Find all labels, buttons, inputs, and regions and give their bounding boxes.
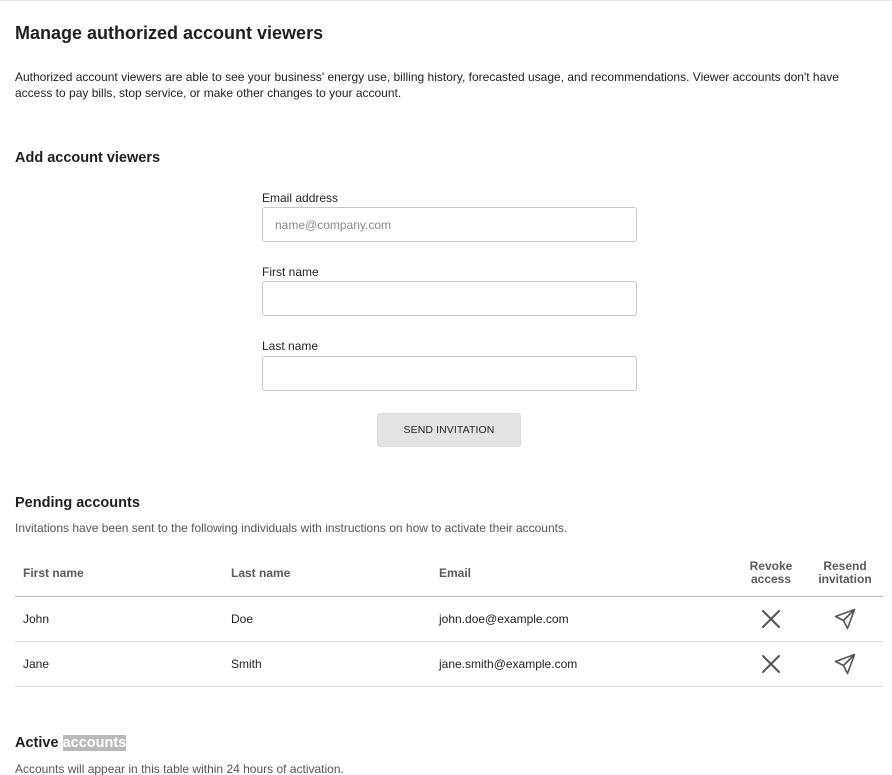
send-paper-plane-icon (833, 652, 857, 676)
first-name-field[interactable] (262, 281, 637, 316)
cell-last-name: Smith (231, 657, 262, 671)
cell-email: jane.smith@example.com (439, 657, 578, 671)
revoke-header-line1: Revoke (749, 559, 793, 573)
send-paper-plane-icon (833, 607, 857, 631)
active-heading-part2-highlighted: accounts (62, 735, 127, 751)
email-field[interactable] (262, 207, 637, 242)
table-row (15, 642, 883, 687)
column-header-first-name: First name (23, 566, 84, 580)
column-header-last-name: Last name (231, 566, 291, 580)
close-x-icon (759, 652, 783, 676)
pending-table (15, 552, 883, 687)
active-heading (15, 735, 126, 751)
pending-heading: Pending accounts (15, 495, 140, 511)
resend-header-line2: invitation (818, 572, 872, 586)
revoke-access-button[interactable] (759, 652, 783, 676)
resend-invitation-button[interactable] (833, 652, 857, 676)
last-name-field[interactable] (262, 356, 637, 391)
email-label: Email address (262, 191, 339, 205)
column-header-revoke-access (736, 560, 806, 586)
revoke-access-button[interactable] (759, 607, 783, 631)
revoke-header-line2: access (750, 572, 792, 586)
table-header (15, 552, 883, 597)
add-viewers-heading: Add account viewers (15, 150, 161, 166)
column-header-email: Email (439, 566, 472, 580)
last-name-label: Last name (262, 339, 319, 353)
cell-last-name: Doe (231, 612, 254, 626)
cell-first-name: Jane (23, 657, 50, 671)
active-description: Accounts will appear in this table within 24 hours of activation. (15, 762, 344, 775)
table-row (15, 597, 883, 642)
send-invitation-button[interactable]: SEND INVITATION (377, 413, 521, 447)
close-x-icon (759, 607, 783, 631)
page-title: Manage authorized account viewers (15, 23, 324, 43)
cell-email: john.doe@example.com (439, 612, 569, 626)
cell-first-name: John (23, 612, 50, 626)
column-header-resend-invitation (810, 560, 880, 586)
resend-invitation-button[interactable] (833, 607, 857, 631)
first-name-label: First name (262, 265, 319, 279)
resend-header-line1: Resend (823, 559, 867, 573)
intro-text: Authorized account viewers are able to see your business' energy use, billing history, forecasted usage, and recommendations. Viewer accounts don't have access to pay bills, stop service, or make other changes to your account. (15, 70, 839, 100)
active-heading-part1: Active (15, 735, 59, 751)
pending-description: Invitations have been sent to the following individuals with instructions on how to activate their accounts. (15, 521, 568, 535)
